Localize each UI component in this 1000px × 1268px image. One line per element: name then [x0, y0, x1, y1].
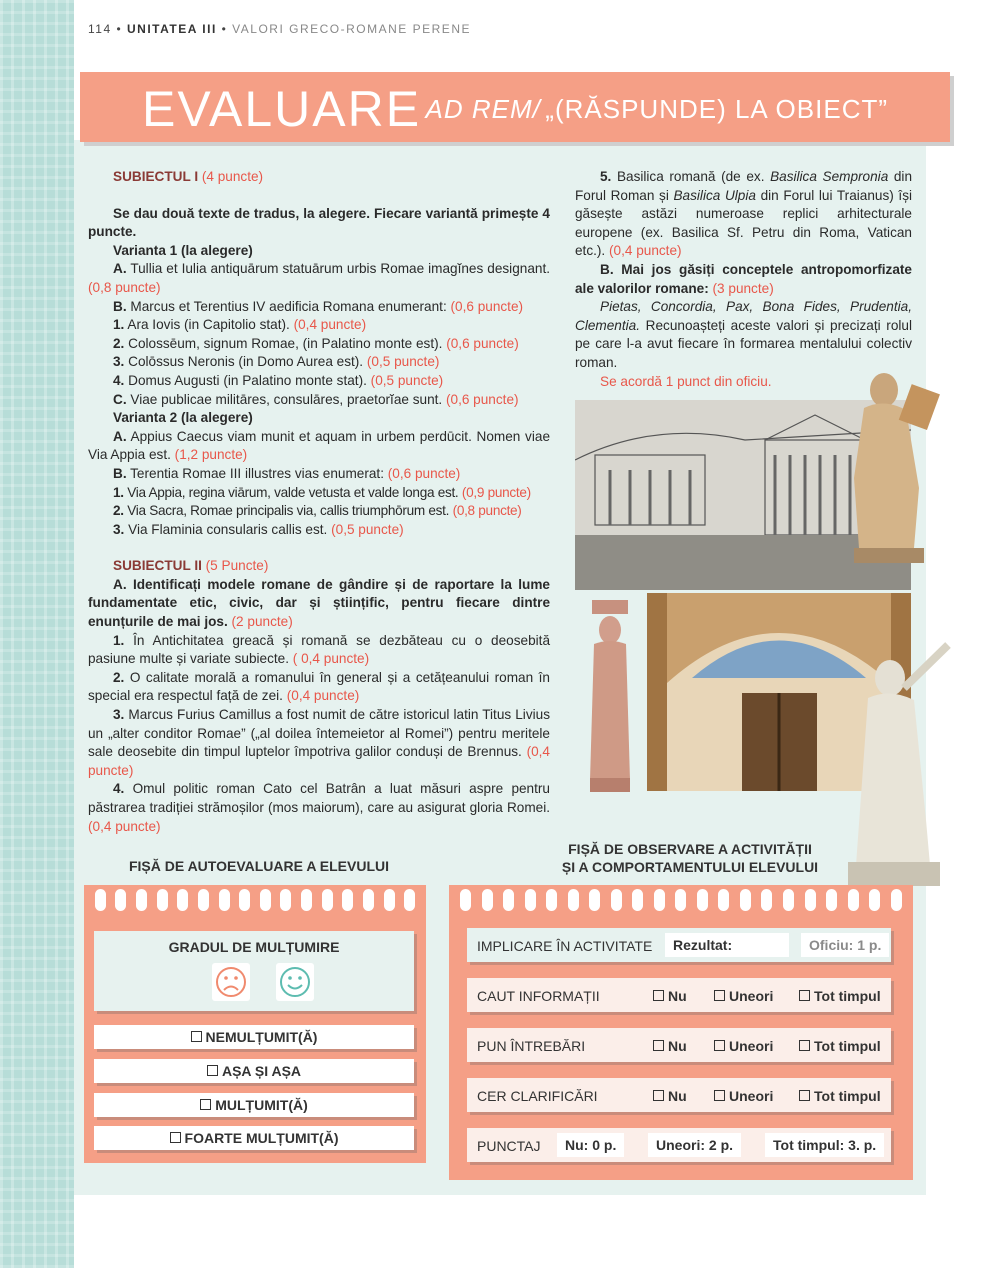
k5-italic-2: Basilica Ulpia: [673, 187, 756, 203]
option-tot-timpul[interactable]: Tot timpul: [799, 1088, 881, 1104]
s1-title: SUBIECTUL I: [113, 169, 199, 184]
happy-face-icon[interactable]: [276, 963, 314, 1001]
row-label: PUN ÎNTREBĂRI: [477, 1038, 586, 1054]
i1-label: 1.: [113, 317, 125, 333]
k2-points: (0,4 puncte): [286, 688, 360, 704]
i4-points: (0,5 puncte): [370, 372, 444, 388]
option-nu[interactable]: Nu: [653, 988, 687, 1004]
satisfaction-label: GRADUL DE MULȚUMIRE: [168, 939, 340, 955]
rezultat-field[interactable]: Rezultat:: [665, 933, 789, 957]
j3-points: (0,5 puncte): [331, 521, 404, 537]
option-tot-timpul[interactable]: Tot timpul: [799, 1038, 881, 1054]
title-banner: [80, 72, 950, 142]
s2a-points: (2 puncte): [231, 614, 293, 630]
i3-points: (0,5 puncte): [366, 354, 440, 370]
option-label: FOARTE MULȚUMIT(Ă): [184, 1130, 339, 1146]
option-uneori[interactable]: Uneori: [714, 988, 773, 1004]
i3-text: Colōssus Neronis (in Domo Aurea est).: [128, 354, 364, 370]
i4-label: 4.: [113, 372, 125, 388]
k3-text: Marcus Furius Camillus a fost numit de către istoricul latin Titus Livius un „alter conditor Romae” („al doilea întemeietor al Romei”) pentru meritele sale deosebite din timpul luptelor împotriva galilor conduși de Brennus.: [88, 707, 550, 760]
i2-label: 2.: [113, 335, 125, 351]
option-foarte-multumit[interactable]: [94, 1126, 414, 1150]
s1-points: (4 puncte): [201, 169, 264, 184]
row-caut-informatii: [467, 978, 891, 1012]
punctaj-label: PUNCTAJ: [477, 1138, 541, 1154]
k5-text-pre: Basilica romană (de ex.: [616, 169, 765, 184]
self-eval-rings: [84, 885, 426, 915]
option-tot-timpul[interactable]: Tot timpul: [799, 988, 881, 1004]
variant-2: Varianta 2 (la alegere): [113, 410, 253, 426]
option-multumit[interactable]: [94, 1093, 414, 1117]
k5-points: (0,4 puncte): [609, 243, 682, 259]
k3-label: 3.: [113, 707, 125, 723]
b2-label: B.: [113, 465, 127, 481]
b2-text: Terentia Romae III illustres vias enumerat:: [130, 465, 384, 481]
c1-points: (0,6 puncte): [445, 391, 519, 407]
j3-label: 3.: [113, 521, 125, 537]
i1-text: Ara Iovis (in Capitolio stat).: [127, 317, 290, 333]
k2-text: O calitate morală a romanului în general și a cetățeanului roman în special era respectul față de zei.: [88, 669, 550, 704]
a2-points: (1,2 puncte): [174, 447, 248, 463]
option-nu[interactable]: Nu: [653, 1088, 687, 1104]
row-cer-clarificari: [467, 1078, 891, 1112]
observation-card: [449, 885, 913, 1180]
values-list: Pietas, Concordia, Pax, Bona Fides, Prudentia, Clementia.: [575, 299, 912, 333]
j2-points: (0,8 puncte): [452, 503, 522, 519]
punctaj-tot-timpul: Tot timpul: 3. p.: [765, 1133, 884, 1157]
j2-text: Via Sacra, Romae principalis via, callis triumphōrum est.: [127, 503, 450, 519]
option-uneori[interactable]: Uneori: [714, 1038, 773, 1054]
b-points: (3 puncte): [712, 280, 774, 296]
caryatid-statue-image: [580, 600, 640, 792]
option-label: MULȚUMIT(Ă): [215, 1097, 308, 1113]
c1-label: C.: [113, 391, 127, 407]
page-number: 114: [88, 22, 112, 36]
b2-points: (0,6 puncte): [387, 465, 461, 481]
punctaj-nu: Nu: 0 p.: [557, 1133, 624, 1157]
page-header: 114 • UNITATEA III • VALORI GRECO-ROMANE PERENE: [88, 22, 471, 36]
observation-title-line2: ȘI A COMPORTAMENTULUI ELEVULUI: [561, 859, 819, 875]
i2-points: (0,6 puncte): [446, 335, 519, 351]
j2-label: 2.: [113, 503, 124, 519]
k4-label: 4.: [113, 781, 125, 797]
row-punctaj: [467, 1128, 891, 1162]
punctaj-uneori: Uneori: 2 p.: [648, 1133, 741, 1157]
s1-intro: Se dau două texte de tradus, la alegere. Fiecare variantă primește 4 puncte.: [88, 205, 550, 240]
sad-face-icon[interactable]: [212, 963, 250, 1001]
banner-title: EVALUARE: [141, 81, 422, 137]
row-label: CER CLARIFICĂRI: [477, 1088, 598, 1104]
banner-subtitle-italic: AD REM/: [425, 94, 541, 124]
k4-text: Omul politic roman Cato cel Batrân a luat măsuri aspre pentru păstrarea tradiției strămoșilor (mos maiorum), care au asigurat gloria Romei.: [88, 781, 550, 815]
unit-label: UNITATEA III: [127, 22, 217, 36]
row-pun-intrebari: [467, 1028, 891, 1062]
statue-with-scroll-image: [834, 368, 944, 563]
k5-text-mid: din Forul Roman și: [575, 169, 913, 203]
checkbox-icon: [191, 1031, 202, 1042]
self-eval-title: FIȘĂ DE AUTOEVALUARE A ELEVULUI: [128, 858, 390, 874]
i4-text: Domus Augusti (in Palatino monte stat).: [128, 372, 367, 388]
mosaic-border: [0, 0, 74, 1268]
option-nemultumit[interactable]: [94, 1025, 414, 1049]
option-asa-si-asa[interactable]: [94, 1059, 414, 1083]
oficiu-note: Se acordă 1 punct din oficiu.: [600, 373, 772, 389]
a1-text: Tullia et Iulia antiquārum statuārum urbis Romae imagĭnes designant.: [130, 261, 550, 277]
j3-text: Via Flaminia consularis callis est.: [128, 521, 328, 537]
left-column: [88, 168, 550, 836]
b1-points: (0,6 puncte): [450, 298, 524, 314]
observation-rings: [449, 885, 913, 915]
b1-label: B.: [113, 298, 127, 314]
checkbox-icon: [170, 1132, 181, 1143]
s2-title: SUBIECTUL II: [113, 558, 202, 574]
option-nu[interactable]: Nu: [653, 1038, 687, 1054]
observation-title: [520, 840, 860, 876]
k4-points: (0,4 puncte): [88, 818, 161, 834]
a2-text: Appius Caecus viam munit et aquam in urbem perdūcit. Nomen viae Via Appia est.: [88, 428, 550, 463]
k1-text: În Antichitatea greacă și romană se dezbăteau cu o deosebită pasiune multe și variate subiecte.: [88, 632, 551, 667]
observation-title-line1: FIȘĂ DE OBSERVARE A ACTIVITĂȚII: [568, 841, 812, 857]
values-text: Recunoașteți aceste valori și precizați rolul pe care l-a avut fiecare în formarea mentalului colectiv roman.: [575, 317, 912, 370]
a1-points: (0,8 puncte): [88, 279, 161, 295]
option-uneori[interactable]: Uneori: [714, 1088, 773, 1104]
option-label: NEMULȚUMIT(Ă): [205, 1029, 318, 1045]
a1-label: A.: [113, 261, 127, 277]
i3-label: 3.: [113, 354, 125, 370]
implicare-label: IMPLICARE ÎN ACTIVITATE: [477, 938, 653, 954]
unit-title: VALORI GRECO-ROMANE PERENE: [232, 22, 471, 36]
j1-points: (0,9 puncte): [461, 484, 531, 500]
b1-text: Marcus et Terentius IV aedificia Romana enumerant:: [130, 298, 447, 314]
satisfaction-box: [94, 931, 414, 1011]
s2-points: (5 Puncte): [205, 558, 269, 574]
c1-text: Viae publicae militāres, consulāres, praetorĭae sunt.: [130, 391, 443, 407]
k3-points: (0,4 puncte): [88, 744, 550, 778]
checkbox-icon: [200, 1099, 211, 1110]
k1-points: ( 0,4 puncte): [292, 651, 370, 667]
a2-label: A.: [113, 428, 127, 444]
b-title: B. Mai jos găsiți conceptele antropomorfizate ale valorilor romane:: [575, 261, 912, 296]
variant-1: Varianta 1 (la alegere): [113, 242, 253, 258]
k1-label: 1.: [113, 632, 125, 648]
i1-points: (0,4 puncte): [293, 317, 367, 333]
j1-label: 1.: [113, 484, 124, 500]
row-label: CAUT INFORMAȚII: [477, 988, 600, 1004]
oficiu-chip: Oficiu: 1 p.: [801, 933, 889, 957]
right-column: [575, 168, 912, 391]
k5-label: 5.: [600, 169, 612, 184]
j1-text: Via Appia, regina viārum, valde vetusta et valde longa est.: [127, 484, 459, 500]
s2a-text: A. Identificați modele romane de gândire și de raportare la lume fundamentate etic, civic, dar și științific, pentru fiecare dintre enunțurile de mai jos.: [88, 576, 550, 630]
k5-italic-1: Basilica Sempronia: [770, 169, 889, 184]
k2-label: 2.: [113, 669, 125, 685]
k5-text-post: din Forul lui Traianus) își găsește astăzi numeroase replici arhitecturale europene (ex. Basilica Sf. Petru din Roma, Vatican etc.).: [575, 187, 913, 259]
banner-subtitle: „(RĂSPUNDE) LA OBIECT”: [545, 94, 889, 124]
i2-text: Colossēum, signum Romae, (in Palatino monte est).: [128, 335, 443, 351]
row-implicare: [467, 928, 891, 962]
checkbox-icon: [207, 1065, 218, 1076]
option-label: AȘA ȘI AȘA: [221, 1063, 302, 1079]
self-eval-card: [84, 885, 426, 1163]
